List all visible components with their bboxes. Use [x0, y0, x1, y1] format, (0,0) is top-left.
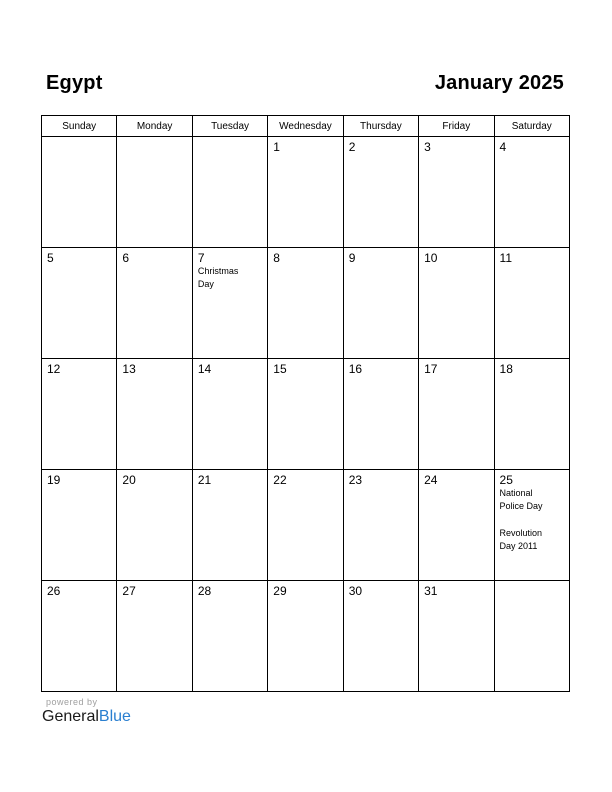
day-cell [343, 137, 418, 248]
day-cell [419, 248, 494, 359]
day-cell [419, 470, 494, 581]
day-cell [268, 470, 343, 581]
weekday-header-row [42, 116, 570, 137]
day-cell [494, 470, 569, 581]
day-cell [117, 359, 192, 470]
day-cell [419, 137, 494, 248]
day-number: 23 [348, 473, 363, 487]
brand-name-blue: Blue [98, 708, 131, 725]
weekday-header: Wednesday [268, 116, 343, 137]
day-number: 18 [499, 362, 513, 376]
day-number: 6 [122, 251, 130, 265]
day-cell [42, 248, 117, 359]
day-number: 3 [424, 140, 431, 154]
day-cell [192, 470, 267, 581]
day-number: 12 [47, 362, 61, 376]
day-number: 31 [424, 584, 438, 598]
day-number [193, 137, 267, 140]
day-cell [117, 137, 192, 248]
day-number: 9 [348, 251, 356, 265]
day-cell [117, 248, 192, 359]
day-cell [268, 248, 343, 359]
day-cell [42, 359, 117, 470]
day-number: 15 [273, 362, 287, 376]
day-number: 26 [47, 584, 61, 598]
day-number [117, 137, 191, 140]
day-number: 2 [348, 140, 356, 154]
weekday-header: Tuesday [192, 116, 267, 137]
week-row [42, 581, 570, 692]
day-number: 28 [197, 584, 212, 598]
powered-by-text: powered by [46, 697, 98, 707]
day-number: 27 [122, 584, 136, 598]
day-number: 21 [197, 473, 212, 487]
day-cell [42, 581, 117, 692]
day-cell [494, 581, 569, 692]
day-cell [192, 248, 267, 359]
day-cell [494, 359, 569, 470]
day-number: 20 [122, 473, 136, 487]
brand-name-general: General [42, 708, 99, 725]
day-number: 4 [499, 140, 507, 154]
country-title: Egypt [46, 72, 103, 94]
month-year-title: January 2025 [434, 72, 564, 94]
day-cell [494, 248, 569, 359]
holiday-label: Revolution Day 2011 [499, 528, 543, 551]
weekday-header: Sunday [42, 116, 117, 137]
week-row [42, 470, 570, 581]
day-number: 14 [197, 362, 212, 376]
day-number: 10 [424, 251, 438, 265]
brand-logo[interactable] [42, 708, 131, 726]
day-cell [268, 137, 343, 248]
day-number: 30 [348, 584, 363, 598]
week-row [42, 248, 570, 359]
day-cell [343, 581, 418, 692]
day-number: 17 [424, 362, 438, 376]
day-number: 11 [499, 251, 512, 265]
day-cell [419, 581, 494, 692]
day-number: 5 [47, 251, 54, 265]
holiday-label: National Police Day [499, 488, 543, 511]
week-row [42, 359, 570, 470]
day-cell [192, 359, 267, 470]
weekday-header: Saturday [494, 116, 569, 137]
day-number: 19 [47, 473, 61, 487]
day-number [495, 581, 569, 584]
day-number: 25 [499, 473, 513, 487]
week-row [42, 137, 570, 248]
day-cell [419, 359, 494, 470]
day-cell [343, 248, 418, 359]
day-number [42, 137, 116, 140]
day-cell [268, 359, 343, 470]
weekday-header: Thursday [343, 116, 418, 137]
day-cell [117, 470, 192, 581]
calendar-grid [41, 115, 570, 692]
day-cell [494, 137, 569, 248]
day-number: 29 [273, 584, 287, 598]
weekday-header: Monday [117, 116, 192, 137]
day-number: 16 [348, 362, 363, 376]
day-cell [343, 359, 418, 470]
day-number: 1 [273, 140, 280, 154]
holiday-label: Christmas Day [197, 266, 239, 289]
day-number: 7 [197, 251, 205, 265]
day-number: 13 [122, 362, 136, 376]
weekday-header: Friday [419, 116, 494, 137]
day-cell [192, 137, 267, 248]
day-cell [117, 581, 192, 692]
day-cell [42, 137, 117, 248]
day-number: 8 [273, 251, 280, 265]
day-number: 24 [424, 473, 438, 487]
day-cell [42, 470, 117, 581]
day-cell [192, 581, 267, 692]
day-number: 22 [273, 473, 287, 487]
day-cell [343, 470, 418, 581]
day-cell [268, 581, 343, 692]
